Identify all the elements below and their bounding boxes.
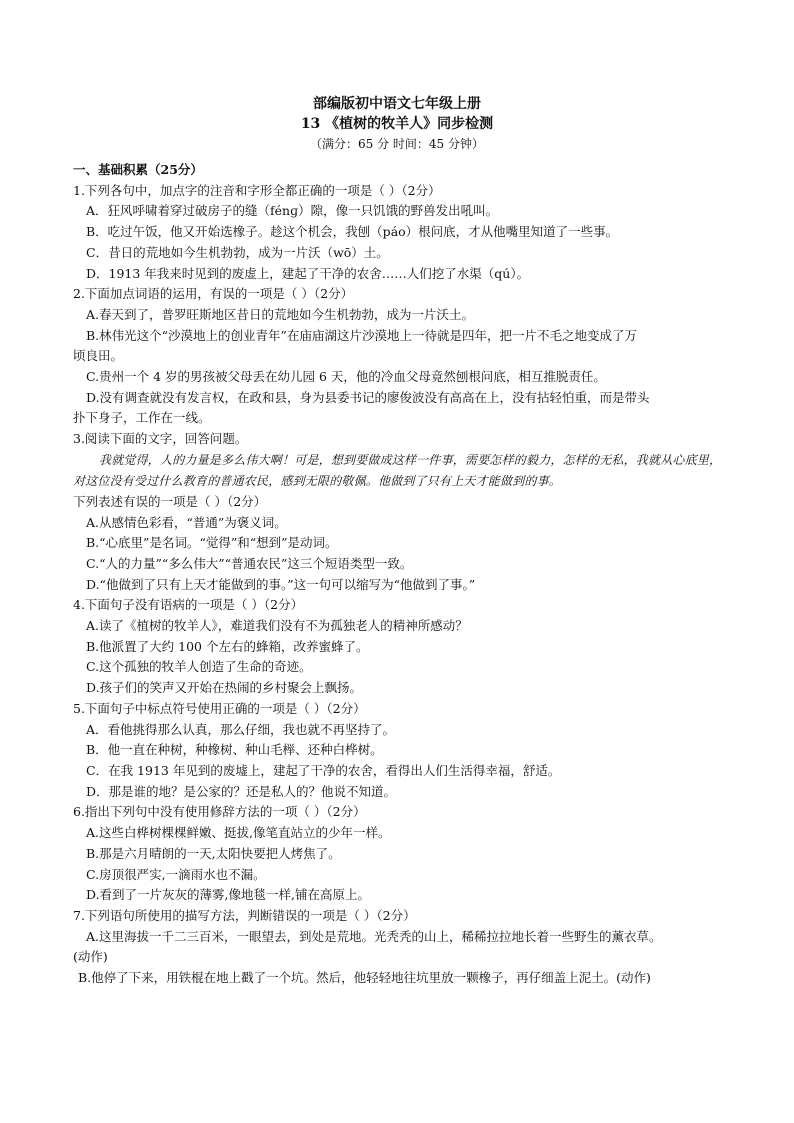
option-b: B．他一直在种树，种橡树、种山毛榉、还种白桦树。 bbox=[86, 742, 383, 758]
option-d: D.“他做到了只有上天才能做到的事。”这一句可以缩写为“他做到了事。” bbox=[86, 576, 476, 592]
option-b: B.那是六月晴朗的一天,太阳快要把人烤焦了。 bbox=[86, 845, 341, 861]
option-c: C.“人的力量”“多么伟大”“普通农民”这三个短语类型一致。 bbox=[86, 555, 413, 571]
question-stem: 6.指出下列句中没有使用修辞方法的一项（ ）（2分） bbox=[73, 804, 366, 820]
option-d: D.没有调查就没有发言权，在政和县，身为县委书记的廖俊波没有高高在上，没有拈轻怕重，而是带头 bbox=[86, 389, 650, 405]
question-prompt: 下列表述有误的一项是（ ）（2分） bbox=[73, 493, 267, 509]
question-stem: 1.下列各句中，加点字的注音和字形全都正确的一项是（ ）（2分） bbox=[73, 182, 441, 198]
option-c: C．昔日的荒地如今生机勃勃，成为一片沃（wō）土。 bbox=[86, 244, 389, 260]
question-6 bbox=[73, 802, 733, 906]
option-d: D．1913 年我来时见到的废虚上，建起了干净的农舍……人们挖了水渠（qú）。 bbox=[86, 265, 530, 281]
question-stem: 7.下列语句所使用的描写方法，判断错误的一项是（ ）（2分） bbox=[73, 907, 416, 923]
question-2 bbox=[73, 284, 733, 429]
question-1 bbox=[73, 181, 733, 285]
option-a: A.春天到了，普罗旺斯地区昔日的荒地如今生机勃勃，成为一片沃土。 bbox=[86, 306, 475, 322]
exam-content bbox=[73, 160, 733, 989]
option-b: B.林伟光这个“沙漠地上的创业青年”在庙庙湖这片沙漠地上一待就是四年，把一片不毛之地变成了万 bbox=[86, 327, 637, 343]
question-stem: 2.下面加点词语的运用，有误的一项是（ ）（2分） bbox=[73, 286, 354, 302]
option-a: A.这里海拔一千二三百米，一眼望去，到处是荒地。光秃秃的山上，稀稀拉拉地长着一些野生的薰衣草。 bbox=[86, 928, 662, 944]
question-stem: 3.阅读下面的文字，回答问题。 bbox=[73, 431, 248, 447]
question-3 bbox=[73, 429, 733, 595]
question-5 bbox=[73, 699, 733, 803]
score-time-info: （满分：65 分 时间：45 分钟） bbox=[310, 137, 484, 151]
option-a: A.这些白桦树棵棵鲜嫩、挺拔,像笔直站立的少年一样。 bbox=[86, 825, 391, 841]
option-b: B.“心底里”是名词。“觉得”和“想到”是动词。 bbox=[86, 535, 338, 551]
option-c: C.房顶很严实,一滴雨水也不漏。 bbox=[86, 866, 266, 882]
option-a: A．狂风呼啸着穿过破房子的缝（fénɡ）隙，像一只饥饿的野兽发出吼叫。 bbox=[86, 203, 499, 219]
option-c: C.贵州一个 4 岁的男孩被父母丢在幼儿园 6 天，他的冷血父母竟然刨根问底，相互推脱责任。 bbox=[86, 369, 606, 385]
option-a: A.读了《植树的牧羊人》，难道我们没有不为孤独老人的精神所感动？ bbox=[86, 618, 468, 634]
question-4 bbox=[73, 595, 733, 699]
question-stem: 4.下面句子没有语病的一项是（ ）（2分） bbox=[73, 597, 304, 613]
option-c: C．在我 1913 年见到的废墟上，建起了干净的农舍，看得出人们生活得幸福，舒适。 bbox=[86, 762, 561, 778]
option-a: A.从感情色彩看，“普通”为褒义词。 bbox=[86, 514, 287, 530]
option-b: B.他派置了大约 100 个左右的蜂箱，改养蜜蜂了。 bbox=[86, 638, 369, 654]
question-stem: 5.下面句子中标点符号使用正确的一项是（ ）（2分） bbox=[73, 700, 366, 716]
option-c: C.这个孤独的牧羊人创造了生命的奇迹。 bbox=[86, 659, 312, 675]
option-a-continued: (动作) bbox=[73, 949, 108, 965]
option-d: D．那是谁的地？是公家的？还是私人的？他说不知道。 bbox=[86, 783, 397, 799]
option-b: B.他停了下来，用铁棍在地上戳了一个坑。然后，他轻轻地往坑里放一颗橡子，再仔细盖上泥土。(动作) bbox=[78, 970, 651, 986]
option-d-continued: 扑下身子，工作在一线。 bbox=[73, 410, 211, 426]
option-d: D.看到了一片灰灰的薄雾,像地毯一样,铺在高原上。 bbox=[86, 887, 370, 903]
option-a: A．看他挑得那么认真，那么仔细，我也就不再坚持了。 bbox=[86, 721, 396, 737]
question-7 bbox=[73, 906, 733, 989]
section-heading: 一、基础积累（25分） bbox=[73, 162, 203, 177]
lesson-title: 13 《植树的牧羊人》同步检测 bbox=[300, 116, 494, 132]
option-b-continued: 顷良田。 bbox=[73, 348, 124, 364]
reading-passage: 我就觉得，人的力量是多么伟大啊！可是，想到要做成这样一件事，需要怎样的毅力，怎样的无私，我就从心底里，对这位没有受过什么教育的普通农民，感到无限的敬佩。他做到了只有上天才能做到的事。 bbox=[73, 452, 722, 488]
option-d: D.孩子们的笑声又开始在热闹的乡村聚会上飘扬。 bbox=[86, 680, 363, 696]
exam-title: 部编版初中语文七年级上册 bbox=[313, 96, 481, 112]
option-b: B．吃过午饭，他又开始选橡子。趁这个机会，我刨（páo）根问底，才从他嘴里知道了一些事。 bbox=[86, 224, 619, 240]
